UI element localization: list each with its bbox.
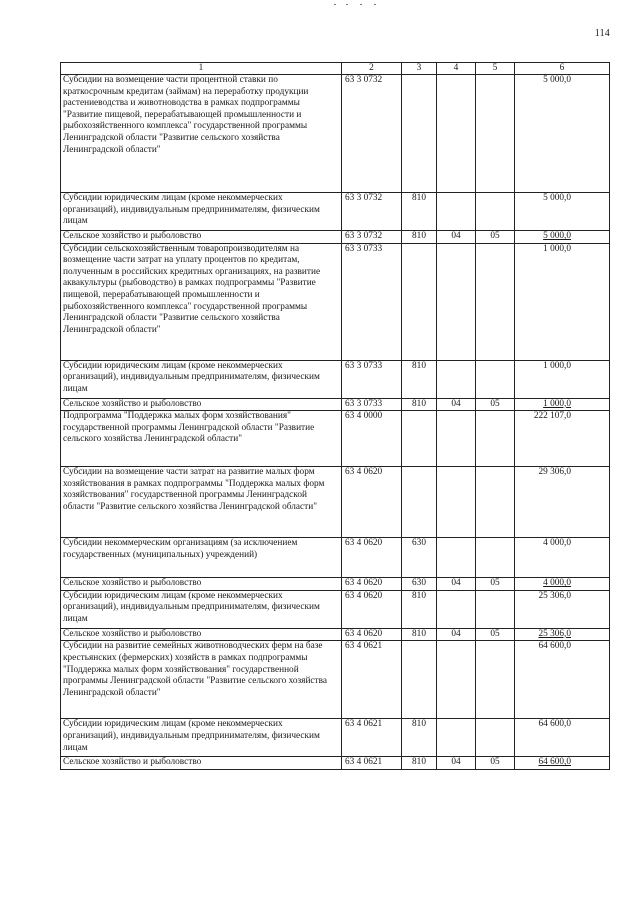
row-description: Субсидии сельскохозяйственным товаропроизводителям на возмещение части затрат на уплату процентов по кредитам, полученным в российских кредитных организациях, на развитие аквакультуры (рыбоводство) в рамках подпрограммы "Развитие пищевой, перерабатывающей промышленности и рыбохозяйственного комплекса" государственной программы Ленинградской области "Развитие сельского хозяйства Ленинградской области"	[61, 243, 342, 360]
header-col-1: 1	[61, 63, 342, 75]
row-section	[437, 411, 476, 467]
row-subsection: 05	[476, 231, 515, 244]
table-row	[61, 590, 610, 628]
row-expense-type: 810	[402, 398, 437, 411]
row-amount: 1 000,0	[515, 398, 610, 411]
row-target-code: 63 3 0732	[342, 75, 402, 193]
row-target-code: 63 4 0621	[342, 719, 402, 757]
header-col-4: 4	[437, 63, 476, 75]
row-expense-type: 630	[402, 538, 437, 578]
row-section: 04	[437, 628, 476, 641]
row-subsection	[476, 467, 515, 538]
row-subsection	[476, 193, 515, 231]
row-amount: 5 000,0	[515, 231, 610, 244]
row-section	[437, 467, 476, 538]
table-header-row	[61, 63, 610, 75]
row-subsection	[476, 538, 515, 578]
row-amount: 1 000,0	[515, 360, 610, 398]
row-expense-type	[402, 411, 437, 467]
row-amount: 4 000,0	[515, 538, 610, 578]
header-col-5: 5	[476, 63, 515, 75]
row-expense-type: 810	[402, 360, 437, 398]
row-subsection	[476, 411, 515, 467]
row-expense-type	[402, 243, 437, 360]
row-expense-type: 810	[402, 231, 437, 244]
table-row	[61, 641, 610, 719]
row-expense-type	[402, 641, 437, 719]
row-subsection	[476, 719, 515, 757]
budget-table	[60, 62, 610, 770]
table-row	[61, 467, 610, 538]
row-section	[437, 538, 476, 578]
row-section	[437, 641, 476, 719]
row-description: Субсидии юридическим лицам (кроме некоммерческих организаций), индивидуальным предпринимателям, физическим лицам	[61, 719, 342, 757]
row-description: Подпрограмма "Поддержка малых форм хозяйствования" государственной программы Ленинградской области "Развитие сельского хозяйства Ленинградской области"	[61, 411, 342, 467]
row-section	[437, 719, 476, 757]
row-section	[437, 360, 476, 398]
row-amount: 222 107,0	[515, 411, 610, 467]
row-description: Сельское хозяйство и рыболовство	[61, 628, 342, 641]
table-row	[61, 719, 610, 757]
page-number: 114	[594, 28, 610, 39]
row-amount: 64 600,0	[515, 641, 610, 719]
row-section	[437, 193, 476, 231]
row-description: Сельское хозяйство и рыболовство	[61, 398, 342, 411]
row-description: Субсидии на возмещение части затрат на развитие малых форм хозяйствования в рамках подпрограммы "Поддержка малых форм хозяйствования" государственной программы Ленинградской области "Развитие сельского хозяйства Ленинградской области"	[61, 467, 342, 538]
table-row	[61, 411, 610, 467]
row-subsection	[476, 75, 515, 193]
row-description: Сельское хозяйство и рыболовство	[61, 578, 342, 591]
row-subsection: 05	[476, 757, 515, 770]
row-target-code: 63 3 0732	[342, 231, 402, 244]
row-subsection: 05	[476, 578, 515, 591]
table-row	[61, 193, 610, 231]
row-description: Субсидии юридическим лицам (кроме некоммерческих организаций), индивидуальным предпринимателям, физическим лицам	[61, 193, 342, 231]
row-subsection: 05	[476, 628, 515, 641]
row-subsection	[476, 360, 515, 398]
row-expense-type: 810	[402, 193, 437, 231]
header-col-6: 6	[515, 63, 610, 75]
row-description: Сельское хозяйство и рыболовство	[61, 757, 342, 770]
row-description: Субсидии юридическим лицам (кроме некоммерческих организаций), индивидуальным предпринимателям, физическим лицам	[61, 360, 342, 398]
header-col-2: 2	[342, 63, 402, 75]
row-target-code: 63 4 0621	[342, 757, 402, 770]
table-row	[61, 578, 610, 591]
row-amount: 5 000,0	[515, 193, 610, 231]
row-section	[437, 243, 476, 360]
row-target-code: 63 4 0620	[342, 538, 402, 578]
row-amount: 4 000,0	[515, 578, 610, 591]
row-section	[437, 75, 476, 193]
row-amount: 1 000,0	[515, 243, 610, 360]
row-subsection	[476, 641, 515, 719]
table-row	[61, 75, 610, 193]
table-row	[61, 243, 610, 360]
row-subsection	[476, 243, 515, 360]
row-target-code: 63 4 0620	[342, 590, 402, 628]
row-amount: 64 600,0	[515, 719, 610, 757]
table-row	[61, 757, 610, 770]
row-section: 04	[437, 757, 476, 770]
row-amount: 64 600,0	[515, 757, 610, 770]
row-amount: 25 306,0	[515, 628, 610, 641]
row-description: Субсидии некоммерческим организациям (за исключением государственных (муниципальных) учреждений)	[61, 538, 342, 578]
row-expense-type	[402, 75, 437, 193]
table-row	[61, 398, 610, 411]
table-row	[61, 360, 610, 398]
row-target-code: 63 3 0733	[342, 360, 402, 398]
row-subsection: 05	[476, 398, 515, 411]
row-target-code: 63 3 0733	[342, 398, 402, 411]
row-section	[437, 590, 476, 628]
row-description: Субсидии на развитие семейных животноводческих ферм на базе крестьянских (фермерских) хозяйств в рамках подпрограммы "Поддержка малых форм хозяйствования" государственной программы Ленинградской области "Развитие сельского хозяйства Ленинградской области"	[61, 641, 342, 719]
row-target-code: 63 4 0620	[342, 467, 402, 538]
row-target-code: 63 3 0732	[342, 193, 402, 231]
scan-artifact	[330, 0, 390, 8]
row-target-code: 63 4 0621	[342, 641, 402, 719]
table-row	[61, 628, 610, 641]
row-expense-type: 630	[402, 578, 437, 591]
row-expense-type: 810	[402, 719, 437, 757]
row-target-code: 63 4 0620	[342, 578, 402, 591]
row-expense-type: 810	[402, 757, 437, 770]
row-amount: 29 306,0	[515, 467, 610, 538]
row-amount: 5 000,0	[515, 75, 610, 193]
row-expense-type	[402, 467, 437, 538]
row-description: Субсидии на возмещение части процентной ставки по краткосрочным кредитам (займам) на переработку продукции растениеводства и животноводства в рамках подпрограммы "Развитие пищевой, перерабатывающей промышленности и рыбохозяйственного комплекса" государственной программы Ленинградской области "Развитие сельского хозяйства Ленинградской области"	[61, 75, 342, 193]
row-section: 04	[437, 398, 476, 411]
row-expense-type: 810	[402, 590, 437, 628]
table-row	[61, 231, 610, 244]
row-amount: 25 306,0	[515, 590, 610, 628]
row-expense-type: 810	[402, 628, 437, 641]
row-target-code: 63 3 0733	[342, 243, 402, 360]
row-description: Сельское хозяйство и рыболовство	[61, 231, 342, 244]
row-subsection	[476, 590, 515, 628]
row-target-code: 63 4 0620	[342, 628, 402, 641]
row-target-code: 63 4 0000	[342, 411, 402, 467]
row-description: Субсидии юридическим лицам (кроме некоммерческих организаций), индивидуальным предпринимателям, физическим лицам	[61, 590, 342, 628]
table-row	[61, 538, 610, 578]
header-col-3: 3	[402, 63, 437, 75]
row-section: 04	[437, 231, 476, 244]
row-section: 04	[437, 578, 476, 591]
